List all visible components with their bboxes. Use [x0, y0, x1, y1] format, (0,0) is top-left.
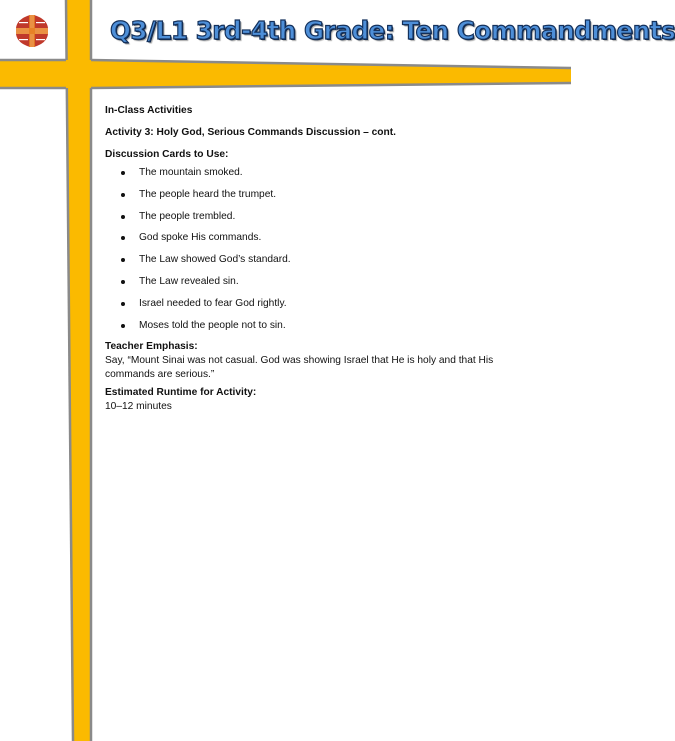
card-text: The Law showed God’s standard.: [139, 254, 291, 266]
runtime-text: 10–12 minutes: [105, 401, 172, 413]
discussion-cards-list: [105, 166, 545, 333]
bullet-icon: [121, 302, 125, 306]
list-item: [105, 297, 545, 311]
bullet-icon: [121, 171, 125, 175]
activity-title: Activity 3: Holy God, Serious Commands Discussion – cont.: [105, 127, 396, 138]
cross-logo-icon: [14, 13, 50, 49]
section-title: In-Class Activities: [105, 105, 193, 116]
page-title: Q3/L1 3rd-4th Grade: Ten Commandments: [110, 16, 675, 45]
runtime-heading: Estimated Runtime for Activity:: [105, 387, 257, 399]
list-item: [105, 231, 545, 245]
document-body: [105, 104, 545, 414]
card-text: The people heard the trumpet.: [139, 188, 277, 200]
list-item: [105, 166, 545, 180]
card-text: The people trembled.: [139, 210, 236, 222]
list-item: [105, 319, 545, 333]
list-item: [105, 210, 545, 224]
list-item: [105, 253, 545, 267]
emphasis-text: Say, “Mount Sinai was not casual. God was showing Israel that He is holy and that His commands are serious.”: [105, 355, 494, 381]
bullet-icon: [121, 236, 125, 240]
list-item: [105, 275, 545, 289]
card-text: The mountain smoked.: [139, 167, 243, 178]
list-item: [105, 188, 545, 202]
cards-heading: Discussion Cards to Use:: [105, 149, 229, 160]
card-text: Moses told the people not to sin.: [139, 319, 286, 331]
bullet-icon: [121, 215, 125, 219]
card-text: The Law revealed sin.: [139, 275, 239, 287]
bullet-icon: [121, 258, 125, 262]
card-text: Israel needed to fear God rightly.: [139, 297, 287, 309]
bullet-icon: [121, 324, 125, 328]
emphasis-heading: Teacher Emphasis:: [105, 341, 198, 353]
bullet-icon: [121, 193, 125, 197]
bullet-icon: [121, 280, 125, 284]
card-text: God spoke His commands.: [139, 232, 262, 244]
